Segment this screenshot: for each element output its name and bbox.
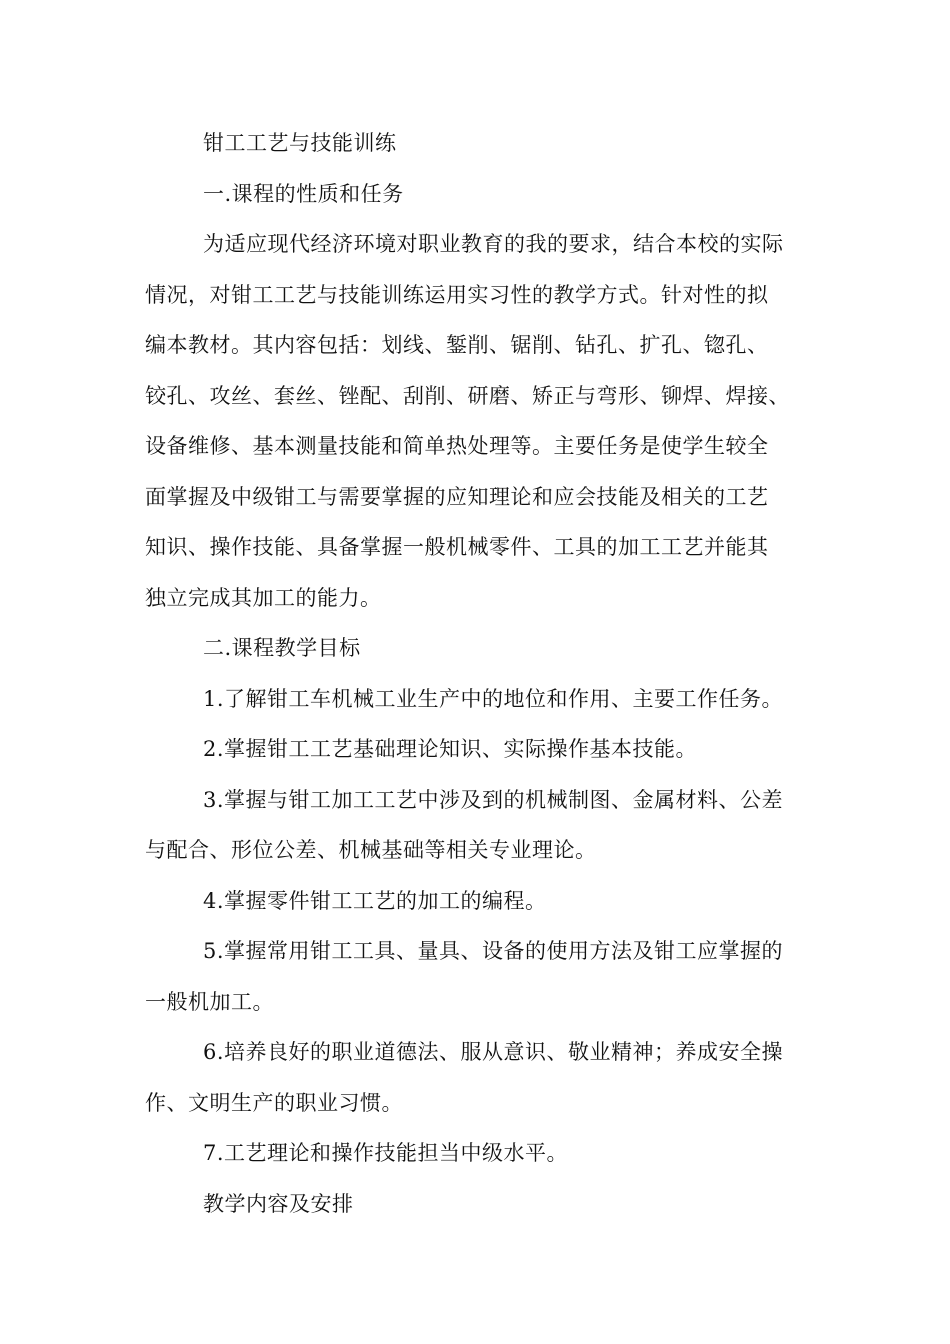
goal-item-3 [145, 775, 810, 876]
paragraph-nature-and-task [145, 219, 810, 623]
goal-line: 4.掌握零件钳工工艺的加工的编程。 [203, 888, 547, 913]
goal-item-4 [145, 876, 810, 927]
goal-line: 6.培养良好的职业道德法、服从意识、敬业精神；养成安全操 [203, 1040, 784, 1064]
goal-item-6 [145, 1027, 810, 1128]
goal-line: 作、文明生产的职业习惯。 [145, 1090, 403, 1115]
goal-line: 5.掌握常用钳工工具、量具、设备的使用方法及钳工应掌握的 [203, 939, 784, 963]
goal-item-1 [145, 674, 810, 725]
document-title: 钳工工艺与技能训练 [203, 131, 397, 155]
paragraph-line: 为适应现代经济环境对职业教育的我的要求，结合本校的实际 [203, 232, 784, 256]
paragraph-line: 编本教材。其内容包括：划线、錾削、锯削、钻孔、扩孔、锪孔、 [145, 333, 769, 357]
goal-item-5 [145, 926, 810, 1027]
section-heading-teaching-goals: 二.课程教学目标 [203, 636, 361, 660]
goal-line: 一般机加工。 [145, 989, 274, 1014]
goal-line: 1.了解钳工车机械工业生产中的地位和作用、主要工作任务。 [203, 686, 784, 711]
goal-item-2 [145, 724, 810, 775]
section-heading-nature-and-task: 一.课程的性质和任务 [203, 181, 404, 206]
paragraph-line: 铰孔、攻丝、套丝、锉配、刮削、研磨、矫正与弯形、铆焊、焊接、 [145, 383, 790, 408]
paragraph-line: 独立完成其加工的能力。 [145, 585, 382, 610]
paragraph-line: 面掌握及中级钳工与需要掌握的应知理论和应会技能及相关的工艺 [145, 484, 769, 509]
paragraph-line: 设备维修、基本测量技能和简单热处理等。主要任务是使学生较全 [145, 434, 769, 458]
goal-line: 2.掌握钳工工艺基础理论知识、实际操作基本技能。 [203, 737, 698, 761]
paragraph-line: 知识、操作技能、具备掌握一般机械零件、工具的加工工艺并能其 [145, 535, 769, 559]
goal-line: 与配合、形位公差、机械基础等相关专业理论。 [145, 838, 597, 862]
goal-line: 3.掌握与钳工加工工艺中涉及到的机械制图、金属材料、公差 [203, 787, 784, 812]
goal-item-7 [145, 1128, 810, 1179]
document-body [145, 118, 810, 1229]
section-heading-teaching-content: 教学内容及安排 [203, 1191, 354, 1216]
goal-line: 7.工艺理论和操作技能担当中级水平。 [203, 1141, 569, 1165]
paragraph-line: 情况，对钳工工艺与技能训练运用实习性的教学方式。针对性的拟 [145, 282, 769, 307]
